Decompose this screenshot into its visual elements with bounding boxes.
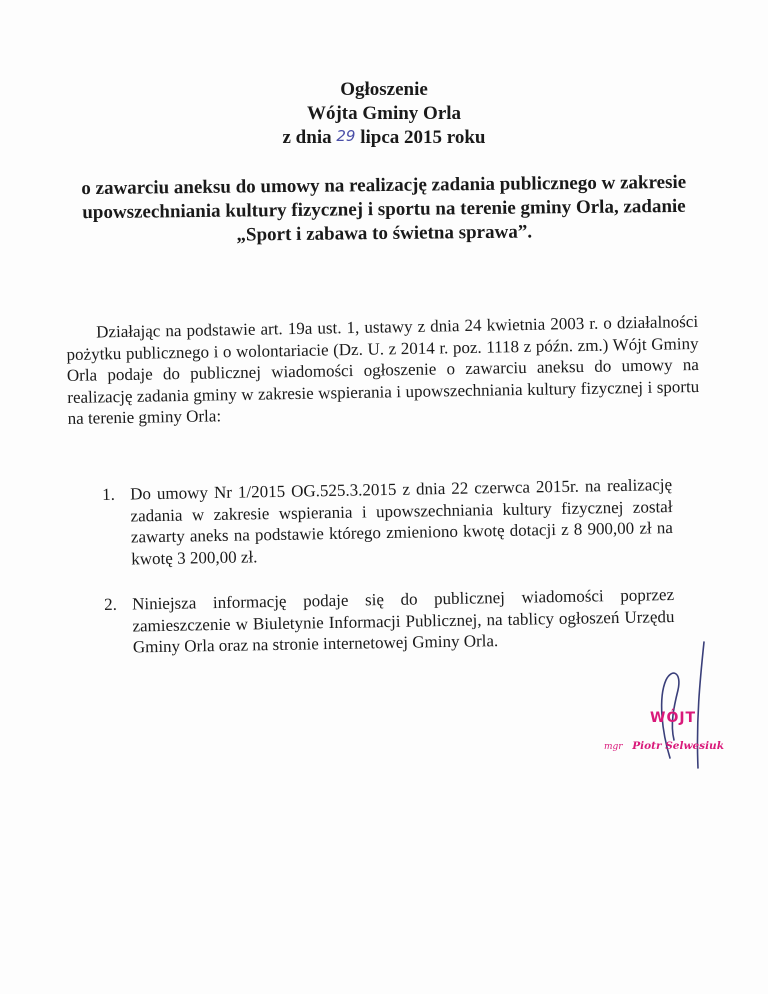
header-date — [0, 126, 768, 150]
list-item-number: 1. — [102, 484, 116, 504]
list-item — [102, 474, 673, 570]
stamp-person-name: Piotr Selwesiuk — [632, 740, 724, 752]
announcement-header — [0, 78, 768, 150]
list-item-number: 2. — [103, 594, 118, 614]
date-suffix: lipca 2015 roku — [360, 127, 486, 148]
intro-paragraph: Działając na podstawie art. 19a ust. 1, ustawy z dnia 24 kwietnia 2003 r. o działalności pożytku publicznego i o wolontariacie (Dz. U. z 2014 r. poz. 1118 z późn. zm.) Wójt Gminy Orla podaje do publicznej wiadomości ogłoszenie o zawarciu aneksu do umowy na realizację zadania gminy w zakresie wspierania i upowszechniania kultury fizycznej i sportu na terenie gminy Orla: — [66, 311, 700, 428]
stamp-title: WÓJT — [650, 710, 697, 726]
stamp-name — [604, 740, 724, 752]
date-prefix: z dnia — [282, 127, 332, 148]
handwritten-day: 29 — [336, 127, 356, 145]
header-title: Ogłoszenie — [340, 79, 428, 100]
signature-block — [600, 640, 768, 770]
announcement-subject: o zawarciu aneksu do umowy na realizację zadania publicznego w zakresie upowszechniania kultury fizycznej i sportu na terenie gminy Orla, zadanie „Sport i zabawa to świetna sprawa”. — [81, 171, 687, 246]
header-issuer: Wójta Gminy Orla — [306, 103, 462, 124]
stamp-prefix: mgr — [604, 742, 623, 752]
list-item — [104, 584, 675, 658]
list-item-text: Niniejsza informację podaje się do publicznej wiadomości poprzez zamieszczenie w Biuletynie Informacji Publicznej, na tablicy ogłoszeń Urzędu Gminy Orla oraz na stronie internetowej Gminy Orla. — [131, 585, 675, 657]
list-item-text: Do umowy Nr 1/2015 OG.525.3.2015 z dnia 22 czerwca 2015r. na realizację zadania w zakresie wspierania i upowszechniania kultury fizycznej został zawarty aneks na podstawie którego zmieniono kwotę dotacji z 8 900,00 zł na kwotę 3 200,00 zł. — [130, 475, 674, 568]
numbered-list — [102, 474, 675, 682]
